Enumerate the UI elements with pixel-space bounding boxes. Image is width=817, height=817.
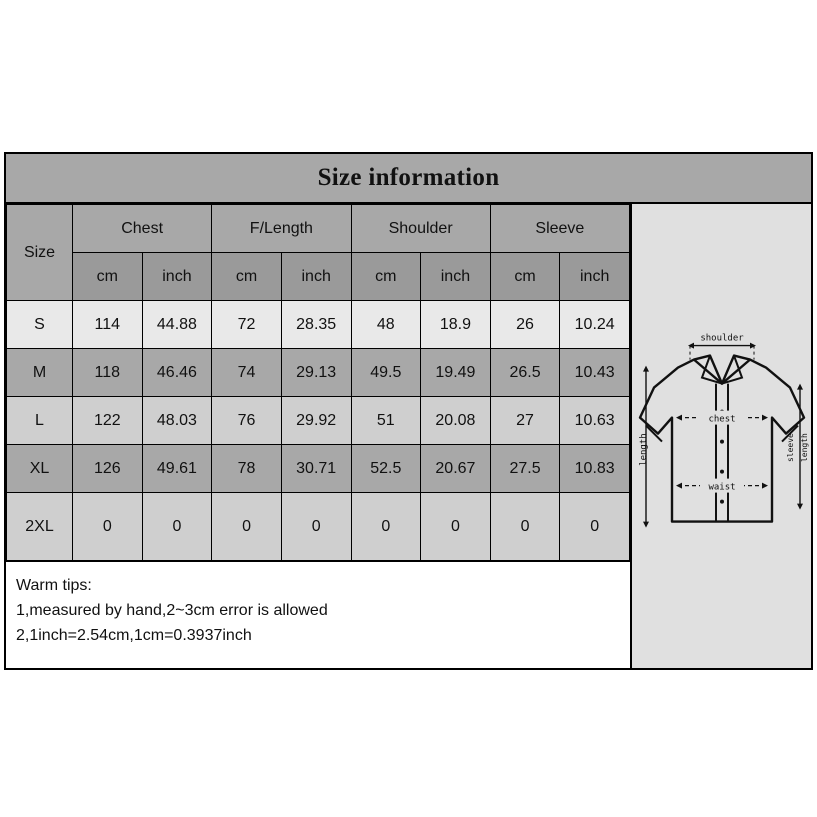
size-information-card [4, 152, 813, 670]
cell-sleeve-cm: 0 [490, 493, 560, 561]
unit-chest-inch: inch [142, 253, 212, 301]
cell-chest-cm: 114 [73, 301, 143, 349]
page-title: Size information [317, 164, 500, 191]
tips-heading: Warm tips: [16, 577, 92, 594]
label-length: length [638, 433, 649, 466]
cell-shoulder-inch: 20.08 [421, 397, 491, 445]
unit-flength-cm: cm [212, 253, 282, 301]
unit-sleeve-inch: inch [560, 253, 630, 301]
label-chest: chest [707, 414, 736, 425]
header-sleeve: Sleeve [490, 205, 629, 253]
cell-flength-cm: 78 [212, 445, 282, 493]
unit-shoulder-cm: cm [351, 253, 421, 301]
cell-shoulder-inch: 19.49 [421, 349, 491, 397]
cell-chest-inch: 49.61 [142, 445, 212, 493]
cell-sleeve-cm: 27 [490, 397, 560, 445]
cell-chest-inch: 48.03 [142, 397, 212, 445]
cell-shoulder-cm: 48 [351, 301, 421, 349]
row-size-label: S [7, 301, 73, 349]
row-size-label: 2XL [7, 493, 73, 561]
row-size-label: L [7, 397, 73, 445]
tips-line-1: 1,measured by hand,2~3cm error is allowed [16, 601, 328, 619]
cell-flength-cm: 76 [212, 397, 282, 445]
cell-flength-inch: 30.71 [281, 445, 351, 493]
warm-tips [6, 561, 630, 668]
table-row [7, 301, 630, 349]
cell-sleeve-inch: 0 [560, 493, 630, 561]
unit-sleeve-cm: cm [490, 253, 560, 301]
unit-shoulder-inch: inch [421, 253, 491, 301]
table-row [7, 493, 630, 561]
unit-chest-cm: cm [73, 253, 143, 301]
row-size-label: XL [7, 445, 73, 493]
cell-flength-cm: 72 [212, 301, 282, 349]
table-header-units [7, 253, 630, 301]
cell-sleeve-inch: 10.43 [560, 349, 630, 397]
measurement-diagram-panel [632, 204, 811, 668]
cell-chest-cm: 118 [73, 349, 143, 397]
cell-shoulder-inch: 18.9 [421, 301, 491, 349]
header-shoulder: Shoulder [351, 205, 490, 253]
shirt-diagram-icon [632, 326, 811, 556]
cell-chest-cm: 0 [73, 493, 143, 561]
cell-shoulder-inch: 0 [421, 493, 491, 561]
cell-sleeve-cm: 26.5 [490, 349, 560, 397]
card-title-bar [6, 154, 811, 204]
cell-flength-inch: 29.13 [281, 349, 351, 397]
cell-flength-inch: 29.92 [281, 397, 351, 445]
cell-flength-inch: 0 [281, 493, 351, 561]
cell-sleeve-inch: 10.63 [560, 397, 630, 445]
cell-sleeve-inch: 10.24 [560, 301, 630, 349]
header-chest: Chest [73, 205, 212, 253]
cell-shoulder-cm: 49.5 [351, 349, 421, 397]
cell-shoulder-cm: 51 [351, 397, 421, 445]
cell-chest-inch: 46.46 [142, 349, 212, 397]
cell-chest-inch: 0 [142, 493, 212, 561]
row-size-label: M [7, 349, 73, 397]
tips-line-2: 2,1inch=2.54cm,1cm=0.3937inch [16, 626, 252, 644]
card-body [6, 204, 811, 668]
size-table [6, 204, 630, 561]
label-sleeve-length-line1: sleeve [785, 433, 795, 463]
cell-sleeve-cm: 26 [490, 301, 560, 349]
cell-shoulder-cm: 52.5 [351, 445, 421, 493]
cell-shoulder-inch: 20.67 [421, 445, 491, 493]
cell-flength-cm: 74 [212, 349, 282, 397]
header-flength: F/Length [212, 205, 351, 253]
cell-flength-cm: 0 [212, 493, 282, 561]
cell-chest-inch: 44.88 [142, 301, 212, 349]
label-sleeve-length-line2: length [799, 433, 809, 463]
cell-chest-cm: 122 [73, 397, 143, 445]
cell-shoulder-cm: 0 [351, 493, 421, 561]
cell-flength-inch: 28.35 [281, 301, 351, 349]
label-waist: waist [707, 482, 736, 493]
cell-sleeve-cm: 27.5 [490, 445, 560, 493]
table-row [7, 397, 630, 445]
table-row [7, 349, 630, 397]
label-shoulder: shoulder [699, 333, 744, 344]
table-header-groups [7, 205, 630, 253]
cell-sleeve-inch: 10.83 [560, 445, 630, 493]
unit-flength-inch: inch [281, 253, 351, 301]
header-size: Size [7, 205, 73, 301]
table-row [7, 445, 630, 493]
cell-chest-cm: 126 [73, 445, 143, 493]
table-column [6, 204, 632, 668]
